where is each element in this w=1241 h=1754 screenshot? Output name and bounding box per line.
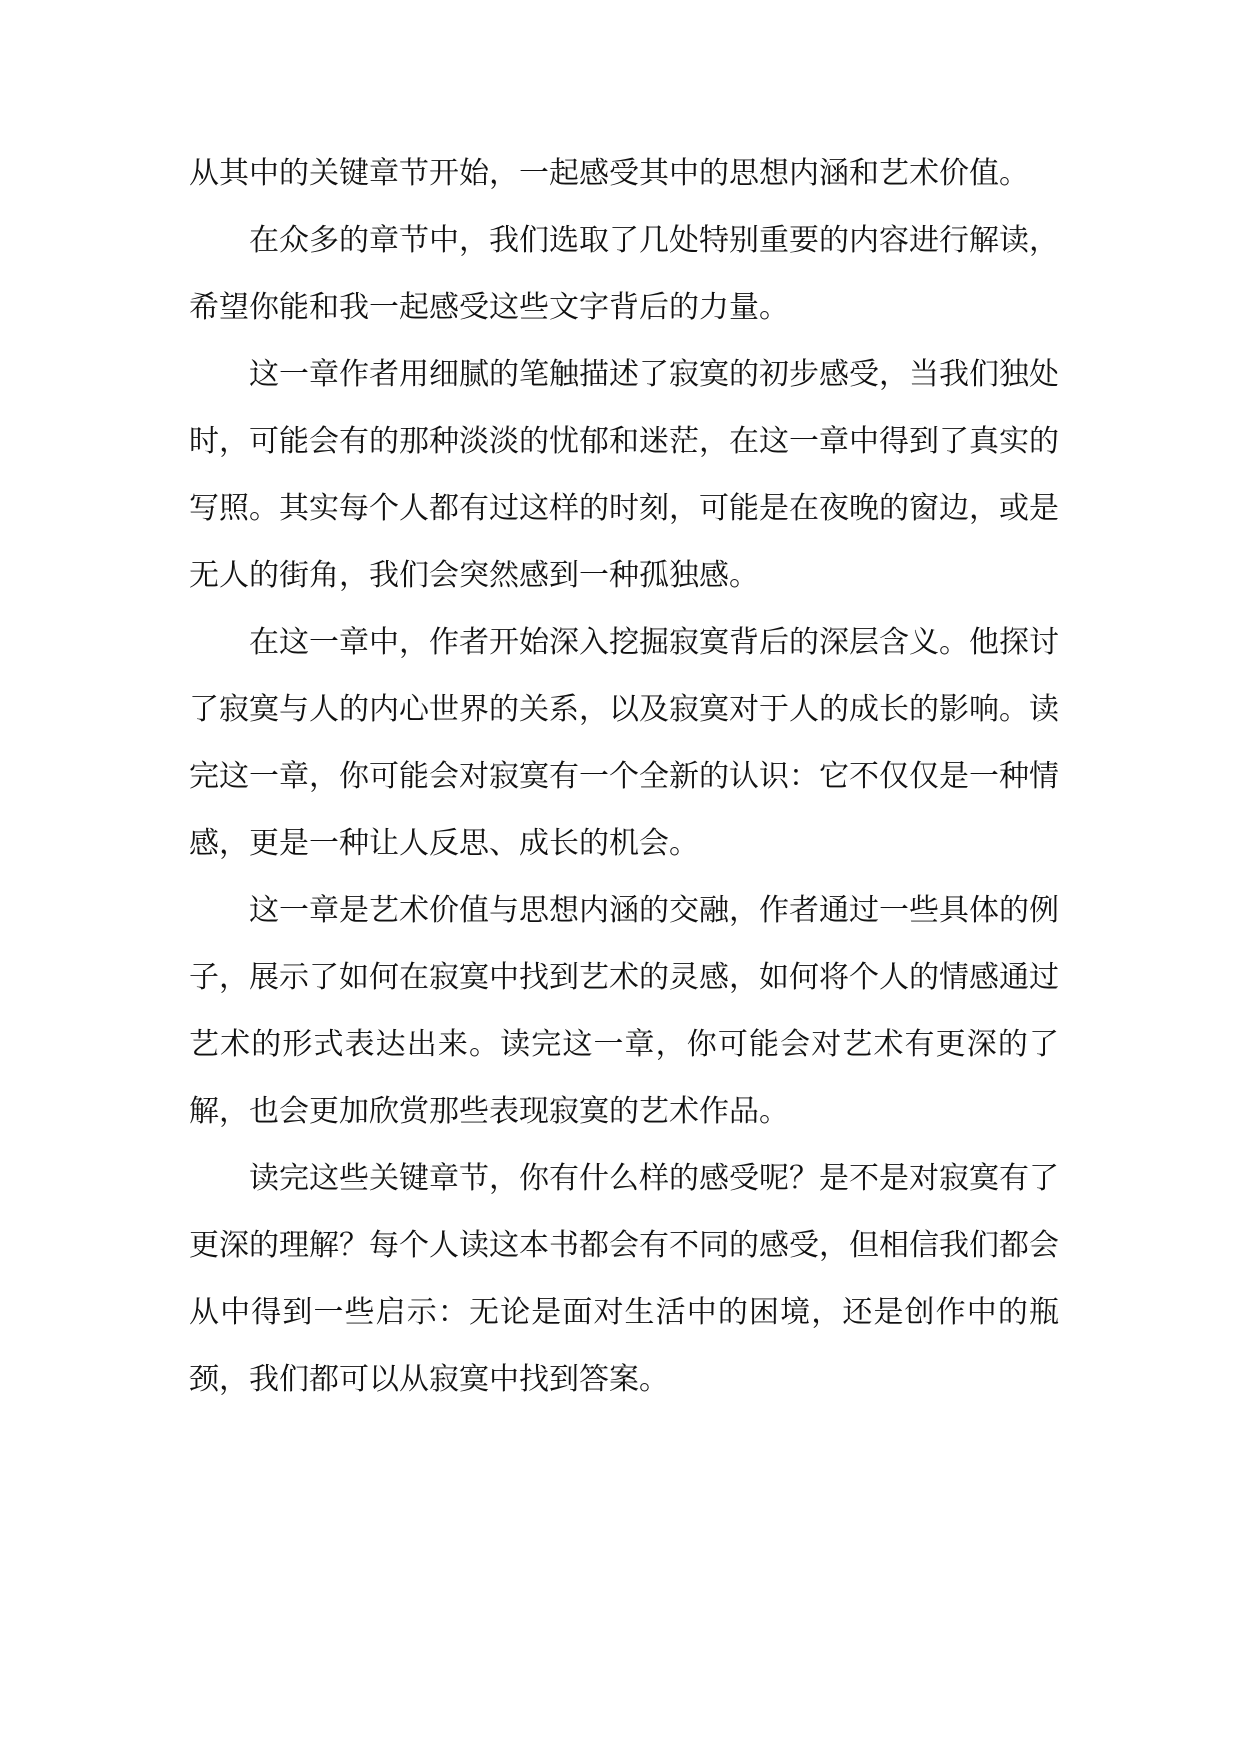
paragraph-5: 这一章是艺术价值与思想内涵的交融，作者通过一些具体的例子，展示了如何在寂寞中找到艺术的灵感，如何将个人的情感通过艺术的形式表达出来。读完这一章，你可能会对艺术有更深的了解，也会更加欣赏那些表现寂寞的艺术作品。 [189,893,1059,1129]
paragraph-3: 这一章作者用细腻的笔触描述了寂寞的初步感受，当我们独处时，可能会有的那种淡淡的忧郁和迷茫，在这一章中得到了真实的写照。其实每个人都有过这样的时刻，可能是在夜晚的窗边，或是无人的街角，我们会突然感到一种孤独感。 [189,357,1059,593]
paragraph-4: 在这一章中，作者开始深入挖掘寂寞背后的深层含义。他探讨了寂寞与人的内心世界的关系，以及寂寞对于人的成长的影响。读完这一章，你可能会对寂寞有一个全新的认识：它不仅仅是一种情感，更是一种让人反思、成长的机会。 [189,625,1059,861]
paragraph-6: 读完这些关键章节，你有什么样的感受呢？是不是对寂寞有了更深的理解？每个人读这本书都会有不同的感受，但相信我们都会从中得到一些启示：无论是面对生活中的困境，还是创作中的瓶颈，我们都可以从寂寞中找到答案。 [189,1161,1059,1397]
paragraph-2: 在众多的章节中，我们选取了几处特别重要的内容进行解读，希望你能和我一起感受这些文字背后的力量。 [189,223,1059,325]
paragraph-1: 从其中的关键章节开始，一起感受其中的思想内涵和艺术价值。 [189,156,1029,191]
body-text [189,140,1059,1413]
